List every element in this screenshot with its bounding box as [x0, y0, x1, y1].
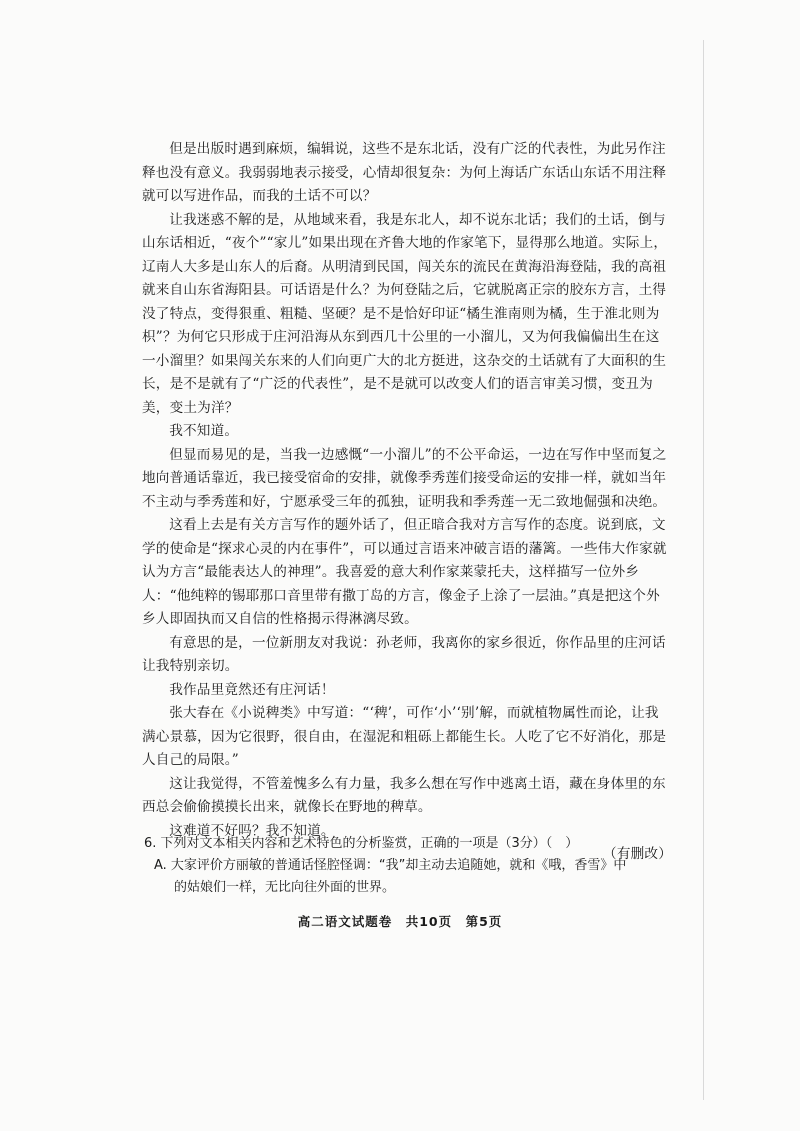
paragraph-9: 这让我觉得，不管羞愧多么有力量，我多么想在写作中逃离土语，藏在身体里的东西总会偷偷摸摸长出来，就像长在野地的稗草。 [142, 775, 666, 815]
paragraph-4: 但显而易见的是，当我一边感慨“一小溜儿”的不公平命运，一边在写作中坚而复之地向普通话靠近，我已接受宿命的安排，就像季秀莲们接受命运的安排一样，就如当年不主动与季秀莲和好，宁愿承受三年的孤独，证明我和季秀莲一无二致地倔强和决绝。 [142, 446, 667, 510]
paragraph-10: 这难道不好吗？我不知道。 [169, 822, 335, 839]
paragraph-3: 我不知道。 [169, 423, 239, 439]
option-a: A. 大家评价方丽敏的普通话怪腔怪调：“我”却主动去追随她，就和《哦，香雪》中 [154, 858, 627, 873]
reading-passage [142, 138, 672, 867]
paragraph-8: 张大春在《小说稗类》中写道：“‘稗’，可作‘小’‘别’解，而就植物属性而论，让我满心景慕，因为它很野，很自由，在湿泥和粗砾上都能生长。人吃了它不好消化，那是人自己的局限。” [142, 705, 667, 768]
question-6 [144, 833, 674, 899]
paragraph-7: 我作品里竟然还有庄河话！ [169, 681, 335, 698]
source-note: （有删改） [603, 846, 672, 862]
paragraph-5: 这看上去是有关方言写作的题外话了，但正暗合我对方言写作的态度。说到底，文学的使命是“探求心灵的内在事件”，可以通过言语来冲破言语的藩篱。一些伟大作家就认为方言“最能表达人的神理”。我喜爱的意大利作家莱蒙托夫，这样描写一位外乡人：“他纯粹的锡耶那口音里带有撒丁岛的方言，像金子上涂了一层油。”真是把这个外乡人即固执而又自信的性格揭示得淋漓尽致。 [142, 517, 667, 627]
option-a-continued: 的姑娘们一样，无比向往外面的世界。 [174, 880, 396, 895]
page-fold-line [703, 40, 704, 1100]
paragraph-6: 有意思的是，一位新朋友对我说：孙老师，我离你的家乡很近，你作品里的庄河话让我特别亲切。 [142, 634, 666, 674]
question-stem: 6. 下列对文本相关内容和艺术特色的分析鉴赏，正确的一项是（3分）（ ） [144, 836, 579, 851]
paragraph-1: 但是出版时遇到麻烦，编辑说，这些不是东北话，没有广泛的代表性，为此另作注释也没有意义。我弱弱地表示接受，心情却很复杂：为何上海话广东话山东话不用注释就可以写进作品，而我的土话不可以？ [142, 141, 667, 204]
page-footer: 高二语文试题卷 共10页 第5页 [297, 914, 503, 929]
paragraph-2: 让我迷惑不解的是，从地域来看，我是东北人，却不说东北话；我们的土话，倒与山东话相近，“夜个”“家儿”如果出现在齐鲁大地的作家笔下，显得那么地道。实际上，辽南人大多是山东人的后裔。从明清到民国，闯关东的流民在黄海沿海登陆，我的高祖就来自山东省海阳县。可话语是什么？为何登陆之后，它就脱离正宗的胶东方言，土得没了特点，变得狠重、粗糙、坚硬？是不是恰好印证“橘生淮南则为橘，生于淮北则为枳”？为何它只形成于庄河沿海从东到西几十公里的一小溜儿，又为何我偏偏出生在这一小溜里？如果闯关东来的人们向更广大的北方挺进，这杂交的土话就有了大面积的生长，是不是就有了“广泛的代表性”，是不是就可以改变人们的语言审美习惯，变丑为美，变土为洋？ [142, 211, 668, 416]
